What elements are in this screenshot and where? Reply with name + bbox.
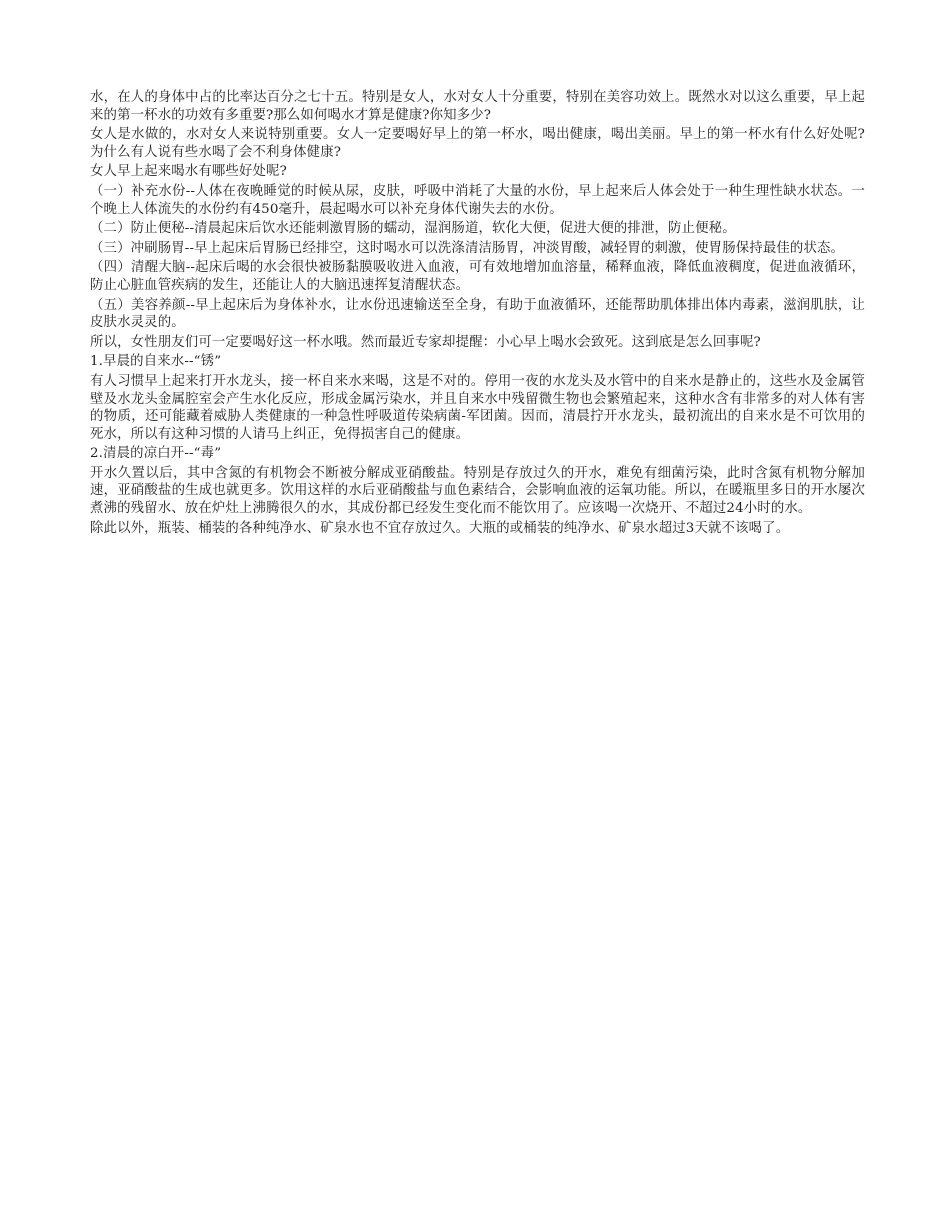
document-body bbox=[90, 89, 865, 537]
paragraph-question: 女人早上起来喝水有哪些好处呢? bbox=[90, 164, 287, 180]
heading-tap-water: 1.早晨的自来水--“锈” bbox=[90, 354, 222, 370]
paragraph-benefit-1: （一）补充水份--人体在夜晚睡觉的时候从尿，皮肤，呼吸中消耗了大量的水份，早上起来后人体会处于一种生理性缺水状态。一个晚上人体流失的水份约有450毫升，晨起喝水可以补充身体代谢失去的水份。 bbox=[90, 183, 865, 217]
paragraph-benefit-2: （二）防止便秘--清晨起床后饮水还能刺激胃肠的蠕动，湿润肠道，软化大便，促进大便的排泄，防止便秘。 bbox=[90, 221, 736, 237]
paragraph-benefit-3: （三）冲刷肠胃--早上起床后胃肠已经排空，这时喝水可以洗涤清洁肠胃，冲淡胃酸，减轻胃的刺激，使胃肠保持最佳的状态。 bbox=[90, 240, 845, 256]
paragraph-tap-water: 有人习惯早上起来打开水龙头，接一杯自来水来喝，这是不对的。停用一夜的水龙头及水管中的自来水是静止的，这些水及金属管壁及水龙头金属腔室会产生水化反应，形成金属污染水，并且自来水中残留微生物也会繁殖起来，这种水含有非常多的对人体有害的物质，还可能藏着威胁人类健康的一种急性呼吸道传染病菌-军团菌。因而，清晨拧开水龙头，最初流出的自来水是不可饮用的死水，所以有这种习惯的人请马上纠正，免得损害自己的健康。 bbox=[90, 373, 865, 442]
paragraph-intro: 水，在人的身体中占的比率达百分之七十五。特别是女人，水对女人十分重要，特别在美容功效上。既然水对以这么重要，早上起来的第一杯水的功效有多重要?那么如何喝水才算是健康?你知多少? bbox=[90, 90, 865, 123]
heading-boiled-water: 2.清晨的凉白开--“毒” bbox=[90, 446, 222, 462]
paragraph-warning: 所以，女性朋友们可一定要喝好这一杯水哦。然而最近专家却提醒：小心早上喝水会致死。这到底是怎么回事呢? bbox=[90, 334, 761, 350]
paragraph-bottled-water: 除此以外，瓶装、桶装的各种纯净水、矿泉水也不宜存放过久。大瓶的或桶装的纯净水、矿泉水超过3天就不该喝了。 bbox=[90, 520, 790, 536]
paragraph-women-water: 女人是水做的，水对女人来说特别重要。女人一定要喝好早上的第一杯水，喝出健康，喝出美丽。早上的第一杯水有什么好处呢?为什么有人说有些水喝了会不利身体健康? bbox=[90, 127, 865, 160]
paragraph-benefit-5: （五）美容养颜--早上起床后为身体补水，让水份迅速输送至全身，有助于血液循环，还能帮助肌体排出体内毒素，滋润肌肤，让皮肤水灵灵的。 bbox=[90, 297, 865, 331]
paragraph-boiled-water: 开水久置以后，其中含氮的有机物会不断被分解成亚硝酸盐。特别是存放过久的开水，难免有细菌污染，此时含氮有机物分解加速，亚硝酸盐的生成也就更多。饮用这样的水后亚硝酸盐与血色素结合，会影响血液的运氧功能。所以，在暖瓶里多日的开水屡次煮沸的残留水、放在炉灶上沸腾很久的水，其成份都已经发生变化而不能饮用了。应该喝一次烧开、不超过24小时的水。 bbox=[90, 465, 865, 517]
paragraph-benefit-4: （四）清醒大脑--起床后喝的水会很快被肠黏膜吸收进入血液，可有效地增加血溶量，稀释血液，降低血液稠度，促进血液循环，防止心脏血管疾病的发生，还能让人的大脑迅速挥复清醒状态。 bbox=[90, 260, 865, 293]
